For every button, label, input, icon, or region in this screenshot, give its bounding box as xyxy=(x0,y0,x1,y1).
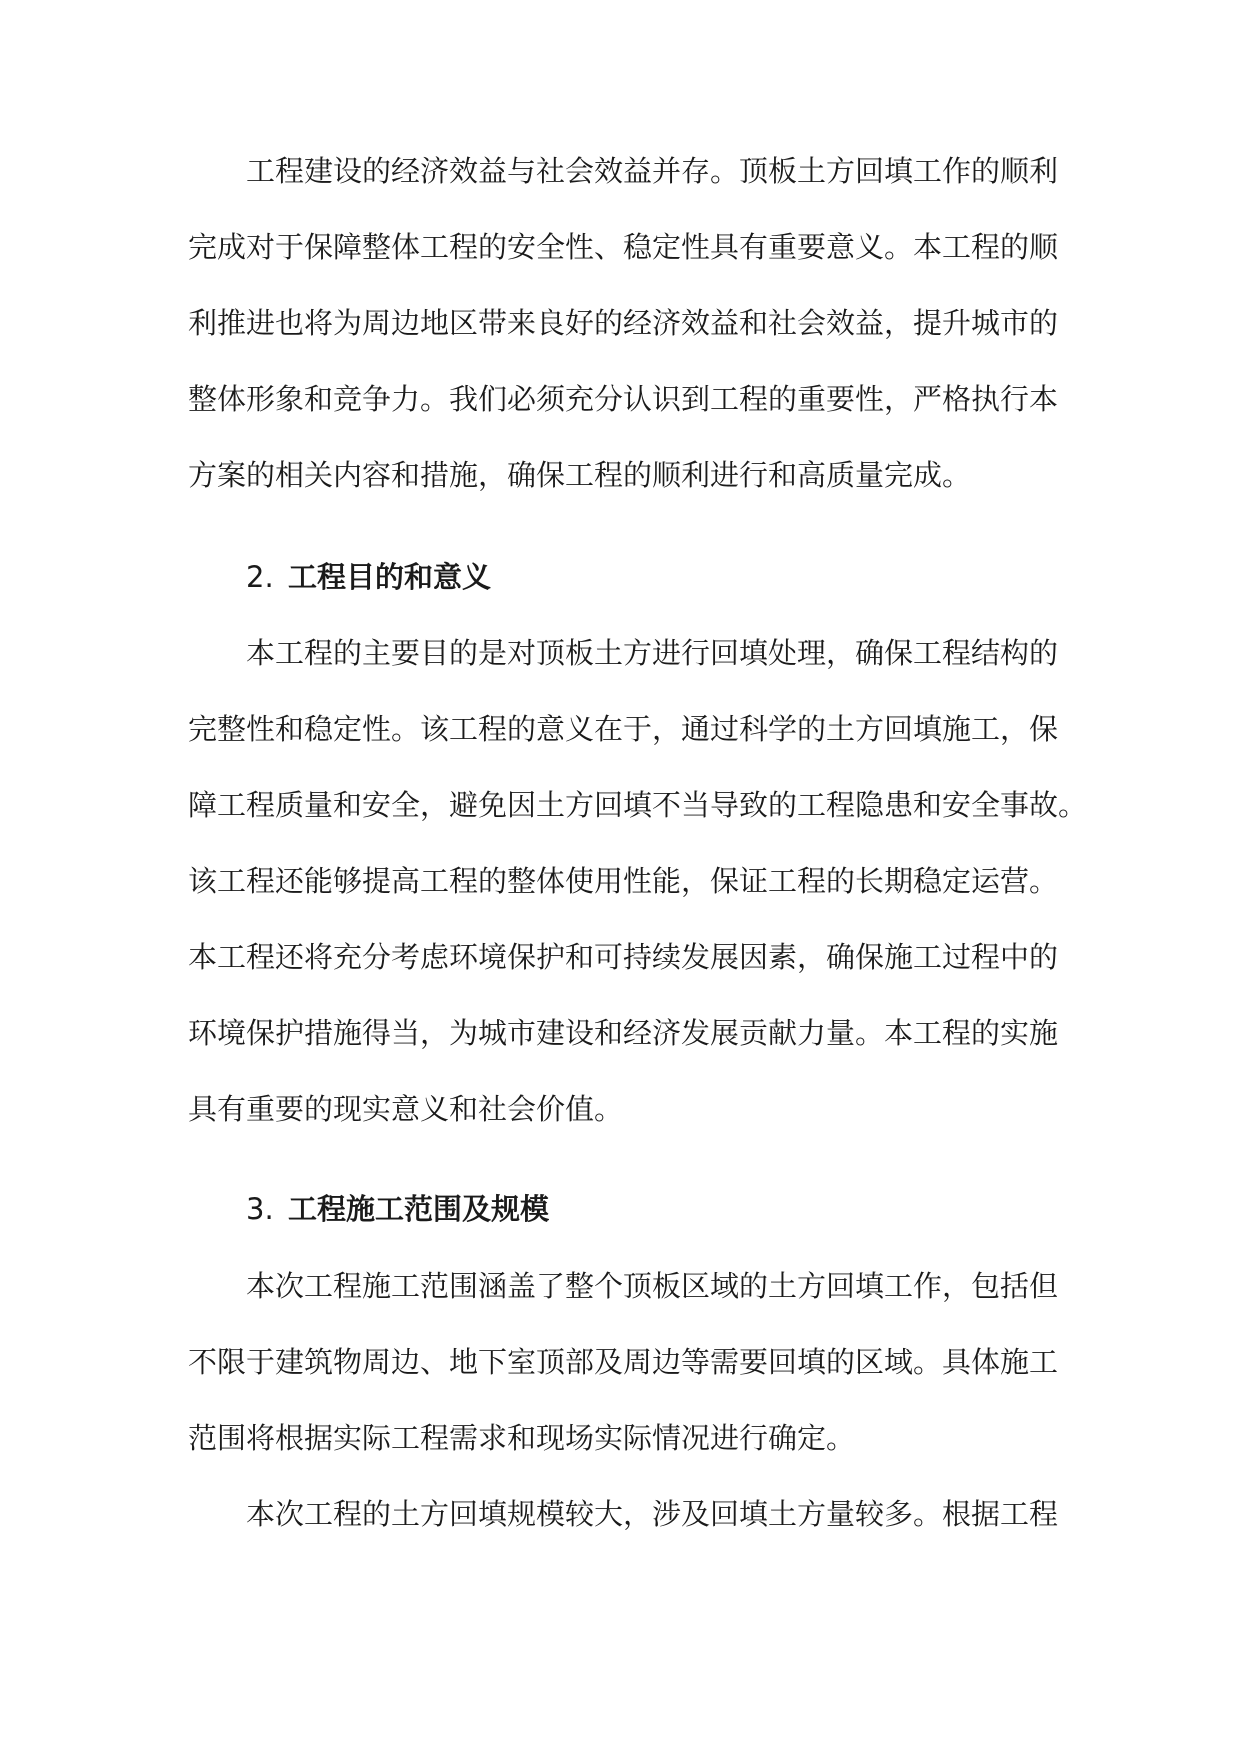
paragraph-2-line-2: 完整性和稳定性。该工程的意义在于，通过科学的土方回填施工，保 xyxy=(188,712,1059,746)
section-title: 工程施工范围及规模 xyxy=(288,1192,550,1226)
section-title: 工程目的和意义 xyxy=(288,560,492,594)
paragraph-4-line-1: 本次工程的土方回填规模较大，涉及回填土方量较多。根据工程 xyxy=(246,1497,1059,1531)
paragraph-3-line-2: 不限于建筑物周边、地下室顶部及周边等需要回填的区域。具体施工 xyxy=(188,1345,1059,1379)
paragraph-2-line-1: 本工程的主要目的是对顶板土方进行回填处理，确保工程结构的 xyxy=(246,636,1059,670)
section-number: 2. xyxy=(246,560,274,594)
paragraph-2-line-6: 环境保护措施得当，为城市建设和经济发展贡献力量。本工程的实施 xyxy=(188,1016,1059,1050)
paragraph-2-line-5: 本工程还将充分考虑环境保护和可持续发展因素，确保施工过程中的 xyxy=(188,940,1059,974)
section-heading-3 xyxy=(246,1189,549,1229)
paragraph-3-line-3: 范围将根据实际工程需求和现场实际情况进行确定。 xyxy=(188,1421,856,1455)
paragraph-1-line-5: 方案的相关内容和措施，确保工程的顺利进行和高质量完成。 xyxy=(188,458,972,492)
paragraph-1-line-3: 利推进也将为周边地区带来良好的经济效益和社会效益，提升城市的 xyxy=(188,306,1059,340)
paragraph-1-line-1: 工程建设的经济效益与社会效益并存。顶板土方回填工作的顺利 xyxy=(246,154,1059,188)
section-heading-2 xyxy=(246,557,491,597)
paragraph-2-line-4: 该工程还能够提高工程的整体使用性能，保证工程的长期稳定运营。 xyxy=(188,864,1059,898)
paragraph-2-line-3: 障工程质量和安全，避免因土方回填不当导致的工程隐患和安全事故。 xyxy=(188,788,1088,822)
paragraph-3-line-1: 本次工程施工范围涵盖了整个顶板区域的土方回填工作，包括但 xyxy=(246,1269,1059,1303)
paragraph-1-line-2: 完成对于保障整体工程的安全性、稳定性具有重要意义。本工程的顺 xyxy=(188,230,1059,264)
section-number: 3. xyxy=(246,1192,274,1226)
paragraph-1-line-4: 整体形象和竞争力。我们必须充分认识到工程的重要性，严格执行本 xyxy=(188,382,1059,416)
paragraph-2-line-7: 具有重要的现实意义和社会价值。 xyxy=(188,1092,624,1126)
